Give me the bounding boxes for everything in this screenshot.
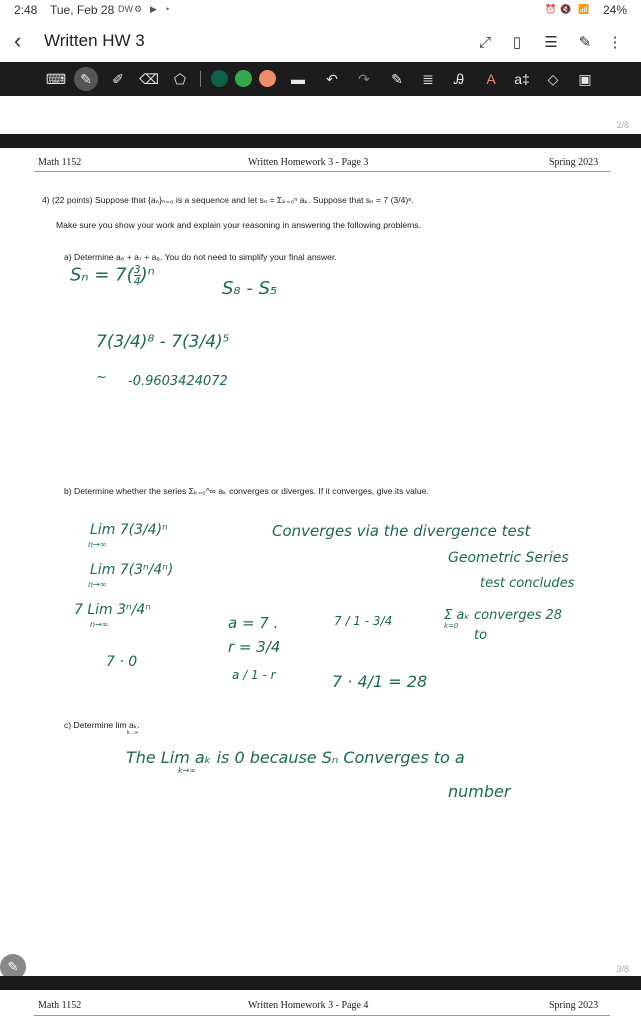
status-time: 2:48 [14,3,38,17]
keyboard-icon[interactable]: ⌨ [45,70,67,87]
eraser-icon[interactable]: ⌫ [139,70,159,87]
header-term: Spring 2023 [549,157,599,168]
text-align-icon[interactable]: ≣ [422,70,434,87]
header-hw-p4: Written Homework 3 - Page 4 [248,1000,369,1011]
handwriting-result-a: -0.9603424072 [128,374,228,389]
app-bar [0,22,641,62]
stroke-width-icon[interactable]: ▬ [291,71,305,87]
handwriting-number: number [448,782,511,801]
header-rule-p4 [34,1015,610,1016]
header-hw: Written Homework 3 - Page 3 [248,157,369,168]
handwriting-limit-1-sub: n→∞ [88,540,107,549]
handwriting-seven-times-zero: 7 · 0 [106,654,138,670]
convert-text-icon[interactable]: a‡ [514,71,530,87]
header-course-p4: Math 1152 [38,1000,82,1011]
handwriting-formula: a / 1 - r [232,668,276,682]
part-a-prompt: a) Determine a₆ + a₇ + a₈. You do not need to simplify your final answer. [64,252,337,262]
wifi-icon: 📶 [578,4,590,14]
part-b-prompt: b) Determine whether the series Σₖ₌₀^∞ aₖ converges or diverges. If it converges, give its value. [64,486,429,496]
handwriting-limit-3: 7 Lim 3ⁿ/4ⁿ [74,602,151,618]
page-list-icon[interactable]: ☰ [544,34,558,51]
pen-fab-icon[interactable]: ✎ [0,954,26,980]
instruction-text: Make sure you show your work and explain your reasoning in answering the following problems. [56,220,421,230]
header-rule [34,171,610,172]
header-course: Math 1152 [38,157,82,168]
page-number: 2/8 [616,120,629,130]
back-arrow-icon[interactable]: ‹ [14,28,22,53]
document-page [0,148,641,976]
pen-color-peach[interactable] [259,70,276,87]
redo-icon[interactable]: ↷ [358,70,370,87]
next-page [0,990,641,1024]
pen-icon[interactable]: ✎ [74,67,98,91]
status-date: Tue, Feb 28 [50,3,115,17]
book-view-icon[interactable]: ▯ [512,34,522,51]
page-gap [0,96,641,134]
handwriting-limit-1: Lim 7(3/4)ⁿ [90,522,168,538]
text-color-icon[interactable]: A [486,71,496,87]
handwriting-test-concludes: test concludes [480,576,575,591]
handwriting-sum-converges: Σ aₖ converges 28 [444,608,563,623]
handwriting-approx: ~ [96,370,107,385]
handwriting-substitution: 7(3/4)⁸ - 7(3/4)⁵ [96,332,230,352]
page-separator [0,134,641,148]
handwriting-r-value: r = 3/4 [228,638,281,656]
shape-pen-icon[interactable]: ✎ [391,70,403,87]
problem-statement: 4) (22 points) Suppose that {aₙ}ₙ₌₀ is a sequence and let sₙ = Σₖ₌₀ⁿ aₖ. Suppose that sₙ = 7 (3/4)ⁿ. [42,195,414,205]
handwriting-sn-formula: Sₙ = 7( $\frac{3}{4}$ )ⁿ [70,263,155,288]
drawing-toolbar [0,62,641,96]
page-separator-2 [0,976,641,990]
handwriting-limit-3-sub: n→∞ [90,620,109,629]
dnd-icon: DW [118,4,133,14]
highlighter-icon[interactable]: ✐ [112,70,124,87]
more-options-icon[interactable]: ⋮ [607,34,623,51]
pen-color-green[interactable] [235,70,252,87]
handwriting-a-value: a = 7 . [228,614,279,632]
image-insert-icon[interactable]: ▣ [578,70,592,87]
handwriting-converges-note: Converges via the divergence test [272,522,531,540]
handwriting-to: to [474,628,488,643]
text-size-icon[interactable]: Ꭿ [453,70,465,87]
handwriting-s8-minus-s5: S₈ - S₅ [222,278,278,299]
handwriting-geometric-series: Geometric Series [448,550,569,566]
handwriting-limit-2: Lim 7(3ⁿ/4ⁿ) [90,562,174,578]
alarm-icon: ⏰ [545,4,557,14]
battery-level: 24% [602,3,627,17]
handwriting-sum-index: k=0 [444,622,459,630]
handwriting-conclusion-sub: k→∞ [178,766,196,775]
shapes-icon[interactable]: ◇ [547,70,559,87]
youtube-icon: ▶ [150,4,157,14]
page-title: Written HW 3 [44,31,145,50]
attach-icon[interactable]: ✎ [578,34,592,51]
header-term-p4: Spring 2023 [549,1000,599,1011]
pen-color-dark-green[interactable] [211,70,228,87]
dot-icon: • [166,4,170,14]
lasso-icon[interactable]: ⬠ [173,70,187,87]
handwriting-conclusion: The Lim aₖ is 0 because Sₙ Converges to a [126,748,465,767]
status-bar [0,0,641,22]
handwriting-fraction: 7 / 1 - 3/4 [334,614,393,628]
undo-icon[interactable]: ↶ [326,70,338,87]
part-c-prompt: c) Determine lim aₖ. [64,720,140,730]
mute-icon: 🔇 [560,4,572,14]
handwriting-limit-2-sub: n→∞ [88,580,107,589]
part-c-limit-sub: k→∞ [127,730,139,736]
settings-icon: ⚙ [134,4,143,14]
expand-icon[interactable]: ⤢ [478,33,491,51]
toolbar-divider [200,71,201,87]
handwriting-result-b: 7 · 4/1 = 28 [332,672,428,691]
page-number-next: 3/8 [616,964,629,974]
